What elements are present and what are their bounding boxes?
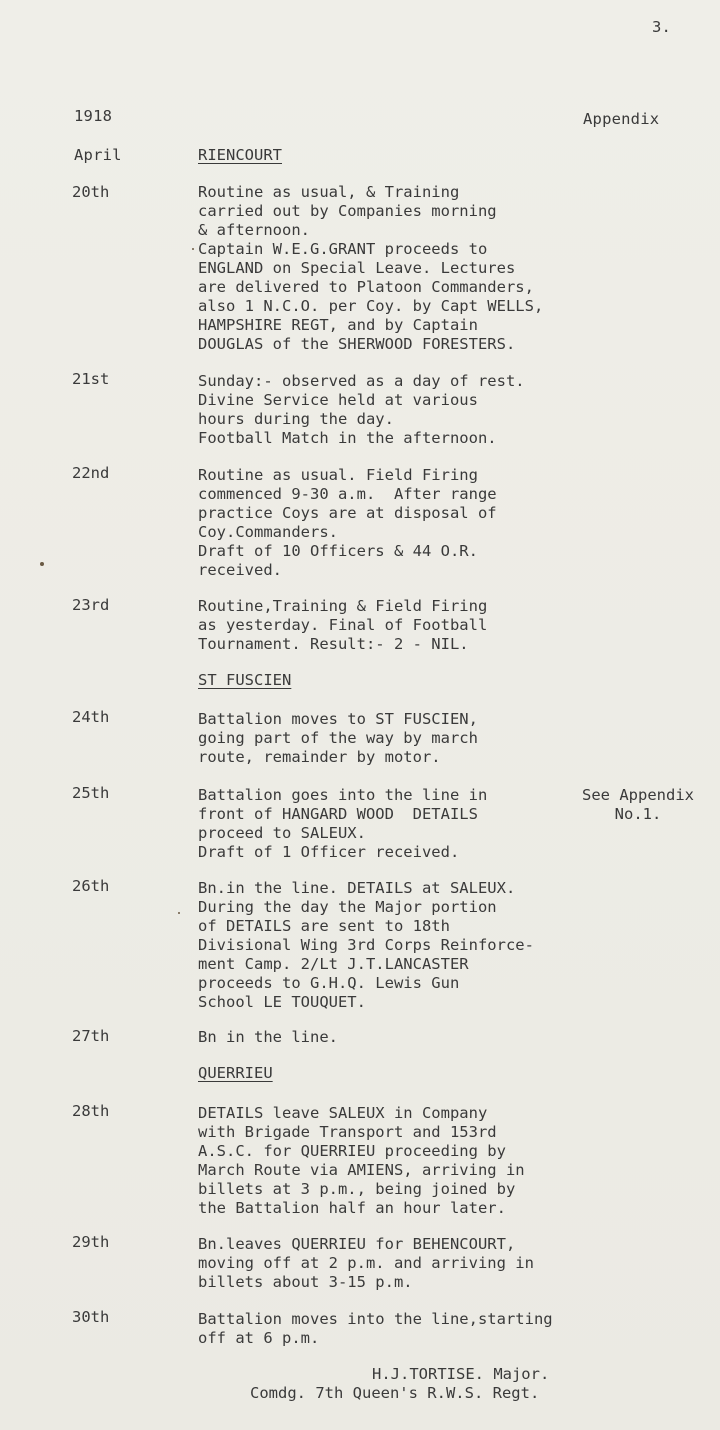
entry-date-23rd: 23rd <box>72 596 110 614</box>
year: 1918 <box>74 107 113 125</box>
place-heading-querrieu: QUERRIEU <box>198 1064 273 1082</box>
entry-date-26th: 26th <box>72 877 110 895</box>
paper-speck <box>192 248 194 250</box>
entry-date-25th: 25th <box>72 784 110 802</box>
entry-text-21st: Sunday:- observed as a day of rest. Divine Service held at various hours during the day. Football Match in the afternoon. <box>198 372 525 447</box>
appendix-column-header: Appendix <box>583 110 660 128</box>
entry-text-27th: Bn in the line. <box>198 1028 338 1046</box>
place-heading-riencourt: RIENCOURT <box>198 146 282 164</box>
entry-date-27th: 27th <box>72 1027 110 1045</box>
entry-text-24th: Battalion moves to ST FUSCIEN, going part of the way by march route, remainder by motor. <box>198 710 478 766</box>
entry-text-20th: Routine as usual, & Training carried out by Companies morning & afternoon. Captain W.E.G.GRANT proceeds to ENGLAND on Special Leave. Lectures are delivered to Platoon Commanders, also 1 N.C.O. per Coy. by Capt WELLS, HAMPSHIRE REGT, and by Captain DOUGLAS of the SHERWOOD FORESTERS. <box>198 183 544 353</box>
entry-text-26th: Bn.in the line. DETAILS at SALEUX. During the day the Major portion of DETAILS are sent to 18th Divisional Wing 3rd Corps Reinforce- ment Camp. 2/Lt J.T.LANCASTER proceeds to G.H.Q. Lewis Gun School LE TOUQUET. <box>198 879 534 1011</box>
month: April <box>74 146 122 164</box>
page-number: 3. <box>652 18 672 36</box>
entry-text-28th: DETAILS leave SALEUX in Company with Brigade Transport and 153rd A.S.C. for QUERRIEU proceeding by March Route via AMIENS, arriving in billets at 3 p.m., being joined by the Battalion half an hour later. <box>198 1104 525 1217</box>
entry-date-28th: 28th <box>72 1102 110 1120</box>
entry-date-30th: 30th <box>72 1308 110 1326</box>
entry-date-22nd: 22nd <box>72 464 110 482</box>
entry-text-22nd: Routine as usual. Field Firing commenced 9-30 a.m. After range practice Coys are at disposal of Coy.Commanders. Draft of 10 Officers & 44 O.R. received. <box>198 466 497 579</box>
entry-date-29th: 29th <box>72 1233 110 1251</box>
paper-speck <box>40 562 44 566</box>
entry-date-24th: 24th <box>72 708 110 726</box>
signature-unit: Comdg. 7th Queen's R.W.S. Regt. <box>250 1384 540 1402</box>
entry-text-23rd: Routine,Training & Field Firing as yesterday. Final of Football Tournament. Result:- 2 - NIL. <box>198 597 488 653</box>
entry-text-30th: Battalion moves into the line,starting off at 6 p.m. <box>198 1310 553 1347</box>
entry-date-21st: 21st <box>72 370 110 388</box>
paper-speck <box>178 912 180 914</box>
entry-text-25th: Battalion goes into the line in front of HANGARD WOOD DETAILS proceed to SALEUX. Draft of 1 Officer received. <box>198 786 488 861</box>
entry-text-29th: Bn.leaves QUERRIEU for BEHENCOURT, moving off at 2 p.m. and arriving in billets about 3-15 p.m. <box>198 1235 534 1291</box>
entry-date-20th: 20th <box>72 183 110 201</box>
place-heading-st-fuscien: ST FUSCIEN <box>198 671 292 689</box>
appendix-note: See Appendix No.1. <box>582 786 694 823</box>
signature-name: H.J.TORTISE. Major. <box>372 1365 550 1383</box>
